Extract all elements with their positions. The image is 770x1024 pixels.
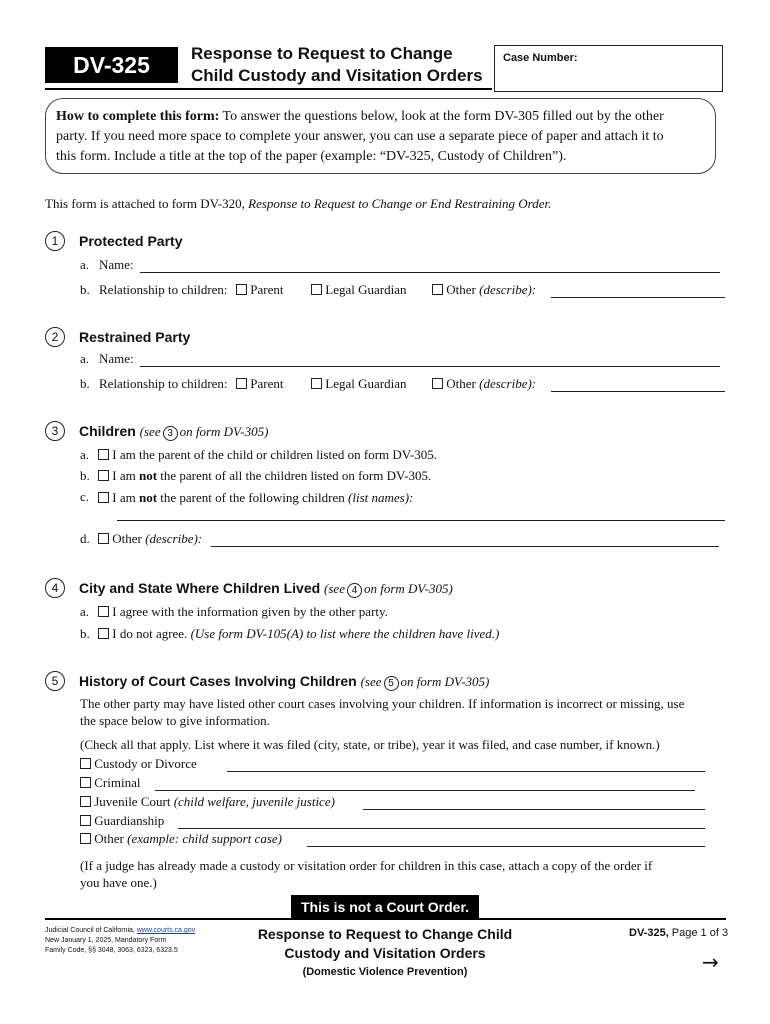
section-1b-label: b.: [80, 282, 90, 297]
city-disagree-text: I do not agree.: [112, 626, 191, 641]
court-cases-intro-line1: The other party may have listed other court cases involving your children. If information is incorrect or missing, use: [80, 696, 685, 711]
protected-parent-option[interactable]: [236, 281, 283, 299]
instructions-lead: How to complete this form:: [56, 109, 220, 124]
case-number-field[interactable]: [494, 45, 723, 92]
instructions-line1: To answer the questions below, look at the form DV-305 filled out by the other: [219, 109, 664, 124]
children-c-italic: (list names):: [348, 490, 414, 505]
footer-title: [232, 925, 538, 981]
section-3-ref-form: on form DV-305): [179, 424, 269, 439]
footer-effective: New January 1, 2025, Mandatory Form: [45, 937, 167, 944]
city-agree-checkbox[interactable]: [98, 606, 109, 617]
protected-guardian-checkbox[interactable]: [311, 284, 322, 295]
section-3b-label: b.: [80, 468, 90, 483]
protected-describe-label: (describe):: [479, 282, 537, 297]
section-4-ref-form: on form DV-305): [363, 581, 453, 596]
section-2b-label: b.: [80, 376, 90, 391]
section-3c-label: c.: [80, 489, 90, 504]
court-note-line1: (If a judge has already made a custody or visitation order for children in this case, attach a copy of the order if: [80, 858, 653, 873]
section-5-ref-form: on form DV-305): [400, 674, 490, 689]
page-indicator: [629, 927, 728, 939]
section-2-title: Restrained Party: [79, 329, 191, 345]
court-other-field[interactable]: [307, 846, 705, 847]
children-other-field[interactable]: [211, 546, 719, 547]
children-b-bold: not: [138, 468, 158, 483]
courts-website-link[interactable]: www.courts.ca.gov: [136, 927, 196, 934]
court-note-line2: you have one.): [80, 875, 157, 890]
page-number: Page 1 of 3: [668, 927, 729, 939]
section-3-ref-number: 3: [163, 426, 178, 441]
instructions-line3: this form. Include a title at the top of the paper (example: “DV-325, Custody of Children”).: [56, 149, 567, 164]
children-names-field[interactable]: [117, 520, 725, 521]
court-juvenile-option[interactable]: [80, 793, 335, 811]
children-parent-text: I am the parent of the child or children listed on form DV-305.: [112, 447, 438, 462]
court-guardianship-field[interactable]: [178, 828, 705, 829]
section-1-title: Protected Party: [79, 233, 183, 249]
header-rule: [45, 88, 492, 90]
protected-other-label: Other: [446, 282, 476, 297]
section-3d-label: d.: [80, 531, 90, 546]
court-other-label: Other: [94, 831, 128, 846]
protected-name-label: Name:: [99, 257, 134, 272]
court-cases-intro-line2: the space below to give information.: [80, 713, 270, 728]
page-form-id: DV-325,: [629, 927, 669, 939]
restrained-guardian-label: Legal Guardian: [325, 376, 407, 391]
court-criminal-field[interactable]: [155, 790, 695, 791]
section-3-title: [79, 423, 268, 441]
footer-council-text: Judicial Council of California,: [45, 927, 137, 934]
section-3a-label: a.: [80, 447, 90, 462]
restrained-parent-label: Parent: [250, 376, 284, 391]
restrained-guardian-checkbox[interactable]: [311, 378, 322, 389]
court-criminal-option[interactable]: [80, 774, 140, 792]
section-5-number: 5: [45, 671, 65, 691]
section-5-title: [79, 673, 489, 691]
children-b-post: the parent of all the children listed on form DV-305.: [157, 468, 432, 483]
footer-rule: [45, 918, 726, 920]
court-custody-option[interactable]: [80, 755, 197, 773]
section-4-ref-see: (see: [324, 581, 345, 596]
protected-guardian-label: Legal Guardian: [325, 282, 407, 297]
footer-code: Family Code, §§ 3048, 3063, 6323, 6323.5: [45, 947, 178, 954]
footer-title-line1: Response to Request to Change Child: [257, 926, 513, 942]
children-parent-option[interactable]: [98, 446, 437, 464]
protected-other-field[interactable]: [551, 297, 725, 298]
court-juvenile-field[interactable]: [363, 809, 705, 810]
court-juvenile-italic: (child welfare, juvenile justice): [173, 794, 335, 809]
court-custody-label: Custody or Divorce: [94, 756, 197, 771]
children-d-italic: (describe):: [145, 531, 203, 546]
court-custody-field[interactable]: [227, 771, 705, 772]
city-disagree-checkbox[interactable]: [98, 628, 109, 639]
form-id-badge: DV-325: [45, 47, 178, 83]
form-title: [191, 43, 483, 87]
court-cases-check-all: (Check all that apply. List where it was filed (city, state, or tribe), year it was filed, and case number, if known.): [80, 737, 660, 752]
protected-parent-checkbox[interactable]: [236, 284, 247, 295]
children-c-bold: not: [138, 490, 158, 505]
attached-text: This form is attached to form DV-320,: [45, 196, 245, 211]
section-3-title-text: Children: [79, 423, 136, 439]
children-not-parent-all-option[interactable]: [98, 467, 431, 485]
children-d-text: Other: [112, 531, 146, 546]
court-juvenile-label: Juvenile Court: [94, 794, 174, 809]
section-4b-label: b.: [80, 626, 90, 641]
footer-subtitle: (Domestic Violence Prevention): [302, 966, 468, 978]
court-custody-checkbox[interactable]: [80, 758, 91, 769]
court-guardianship-option[interactable]: [80, 812, 164, 830]
court-other-checkbox[interactable]: [80, 833, 91, 844]
section-4-ref-number: 4: [347, 583, 362, 598]
court-other-italic: (example: child support case): [127, 831, 282, 846]
restrained-guardian-option[interactable]: [311, 375, 406, 393]
city-agree-text: I agree with the information given by the other party.: [112, 604, 388, 619]
section-2a-label: a.: [80, 351, 90, 366]
court-guardianship-label: Guardianship: [94, 813, 165, 828]
restrained-other-field[interactable]: [551, 391, 725, 392]
children-b-pre: I am: [112, 468, 139, 483]
protected-parent-label: Parent: [250, 282, 284, 297]
attached-form-title: Response to Request to Change or End Restraining Order.: [244, 196, 552, 211]
court-juvenile-checkbox[interactable]: [80, 796, 91, 807]
court-criminal-label: Criminal: [94, 775, 141, 790]
section-4-title: [79, 580, 453, 598]
restrained-name-field[interactable]: [140, 366, 720, 367]
protected-other-checkbox[interactable]: [432, 284, 443, 295]
court-criminal-checkbox[interactable]: [80, 777, 91, 788]
section-4-title-text: City and State Where Children Lived: [79, 580, 321, 596]
restrained-parent-checkbox[interactable]: [236, 378, 247, 389]
attached-note: [45, 195, 551, 213]
footer-council: [45, 926, 195, 936]
not-court-order-banner: This is not a Court Order.: [291, 895, 479, 919]
children-c-pre: I am: [112, 490, 139, 505]
section-1-number: 1: [45, 231, 65, 251]
restrained-other-option[interactable]: [432, 375, 536, 393]
case-number-label: Case Number:: [503, 52, 578, 64]
protected-guardian-option[interactable]: [311, 281, 406, 299]
section-1a-label: a.: [80, 257, 90, 272]
section-5-ref-see: (see: [360, 674, 382, 689]
form-title-line1: Response to Request to Change: [191, 44, 453, 63]
section-3-number: 3: [45, 421, 65, 441]
instructions-line2: party. If you need more space to complete your answer, you can use a separate piece of paper and attach it to: [56, 129, 664, 144]
restrained-other-checkbox[interactable]: [432, 378, 443, 389]
restrained-relationship-label: Relationship to children:: [99, 376, 228, 391]
section-4a-label: a.: [80, 604, 90, 619]
section-5-title-text: History of Court Cases Involving Children: [79, 673, 357, 689]
city-agree-option[interactable]: [98, 603, 388, 621]
children-not-parent-following-option[interactable]: [98, 489, 413, 507]
children-not-parent-following-checkbox[interactable]: [98, 492, 109, 503]
next-page-arrow-icon[interactable]: →: [702, 950, 719, 974]
form-title-line2: Child Custody and Visitation Orders: [191, 66, 483, 85]
children-c-post: the parent of the following children: [157, 490, 349, 505]
children-other-checkbox[interactable]: [98, 533, 109, 544]
restrained-parent-option[interactable]: [236, 375, 283, 393]
restrained-name-label: Name:: [99, 351, 134, 366]
section-5-ref-number: 5: [384, 676, 399, 691]
section-4-number: 4: [45, 578, 65, 598]
children-parent-checkbox[interactable]: [98, 449, 109, 460]
protected-name-field[interactable]: [140, 272, 720, 273]
restrained-describe-label: (describe):: [479, 376, 537, 391]
children-not-parent-all-checkbox[interactable]: [98, 470, 109, 481]
footer-title-line2: Custody and Visitation Orders: [284, 945, 486, 961]
protected-other-option[interactable]: [432, 281, 536, 299]
restrained-other-label: Other: [446, 376, 476, 391]
section-2-number: 2: [45, 327, 65, 347]
instructions-box: [45, 98, 716, 174]
city-disagree-italic: (Use form DV-105(A) to list where the children have lived.): [190, 626, 500, 641]
city-disagree-option[interactable]: [98, 625, 499, 643]
children-other-option[interactable]: [98, 530, 202, 548]
protected-relationship-label: Relationship to children:: [99, 282, 228, 297]
court-other-option[interactable]: [80, 830, 282, 848]
court-guardianship-checkbox[interactable]: [80, 815, 91, 826]
section-3-ref-see: (see: [139, 424, 161, 439]
